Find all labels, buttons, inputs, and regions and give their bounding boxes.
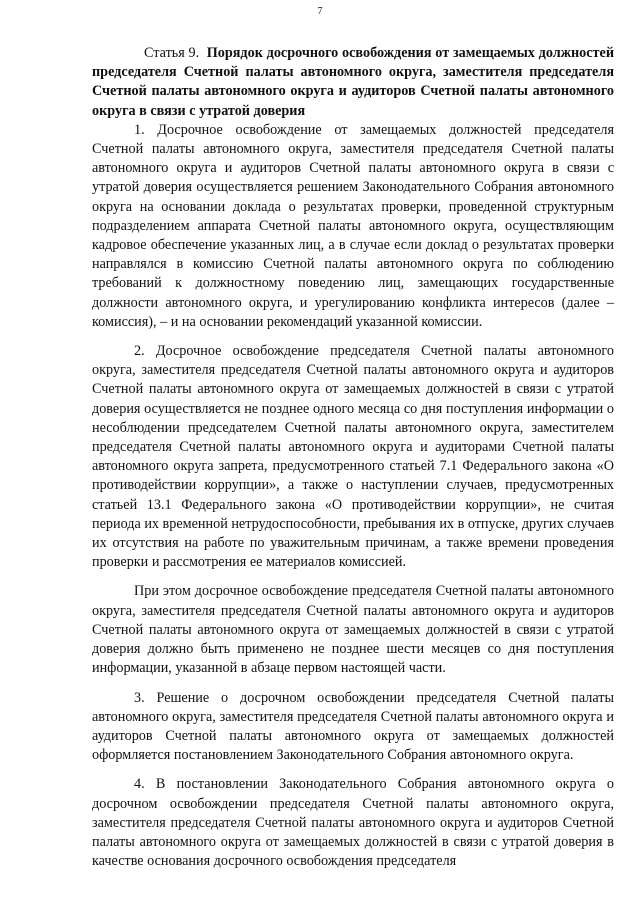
paragraph-2-continuation: При этом досрочное освобождение председателя Счетной палаты автономного округа, заместителя председателя Счетной палаты автономного округа и аудиторов Счетной палаты автономного округа от замещаемых должностей в связи с утратой доверия должно быть применено не позднее шести месяцев со дня поступления информации, указанной в абзаце первом настоящей части. bbox=[92, 583, 614, 677]
paragraph-3: 3. Решение о досрочном освобождении председателя Счетной палаты автономного округа, заместителя председателя Счетной палаты автономного округа и аудиторов Счетной палаты автономного округа от замещаемых должностей оформляется постановлением Законодательного Собрания автономного округа. bbox=[92, 689, 614, 764]
article-title: Порядок досрочного освобождения от замещаемых должностей председателя Счетной палаты автономного округа, заместителя председателя Счетной палаты автономного округа и аудиторов Счетной палаты автономного округа в связи с утратой доверия bbox=[92, 45, 615, 119]
paragraph-2: 2. Досрочное освобождение председателя Счетной палаты автономного округа, заместителя председателя Счетной палаты автономного округа и аудиторов Счетной палаты автономного округа от замещаемых должностей в связи с утратой доверия осуществляется не позднее одного месяца со дня поступления информации о несоблюдении председателем Счетной палаты автономного округа, заместителем председателя Счетной палаты автономного округа и аудиторами Счетной палаты автономного округа запрета, предусмотренного статьей 7.1 Федерального закона «О противодействии коррупции», а также о наступлении случаев, предусмотренных статьей 13.1 Федерального закона «О противодействии коррупции», не считая периода их временной нетрудоспособности, пребывания их в отпуске, других случаев их отсутствия на работе по уважительным причинам, а также времени проведения проверки и рассмотрения ее материалов комиссией. bbox=[92, 343, 615, 571]
paragraph-4: 4. В постановлении Законодательного Собрания автономного округа о досрочном освобождении председателя Счетной палаты автономного округа, заместителя председателя Счетной палаты автономного округа и аудиторов Счетной палаты автономного округа от замещаемых должностей в связи с утратой доверия в качестве основания досрочного освобождения председателя bbox=[92, 776, 614, 870]
paragraph-1: 1. Досрочное освобождение от замещаемых должностей председателя Счетной палаты автономного округа, заместителя председателя Счетной палаты автономного округа и аудиторов Счетной палаты автономного округа в связи с утратой доверия осуществляется решением Законодательного Собрания автономного округа на основании доклада о результатах проверки, проведенной структурным подразделением аппарата Счетной палаты автономного округа, осуществляющим кадровое обеспечение указанных лиц, а в случае если доклад о результатах проверки направлялся в комиссию Счетной палаты автономного округа по соблюдению требований к должностному поведению лиц, замещающих государственные должности автономного округа, и урегулированию конфликта интересов (далее – комиссия), – и на основании рекомендаций указанной комиссии. bbox=[92, 121, 614, 330]
article-number: Статья 9. bbox=[144, 45, 200, 61]
article-heading bbox=[92, 44, 614, 121]
document-body bbox=[92, 44, 614, 871]
page-number: 7 bbox=[317, 6, 323, 17]
